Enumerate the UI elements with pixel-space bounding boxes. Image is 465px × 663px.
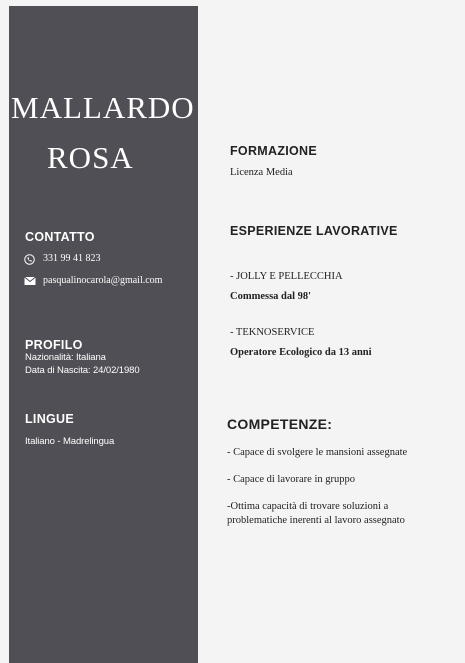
job1-role: Commessa dal 98' <box>230 291 312 302</box>
contact-phone: 331 99 41 823 <box>43 253 101 264</box>
job2-role: Operatore Ecologico da 13 anni <box>230 347 372 358</box>
profilo-birth-date: Data di Nascita: 24/02/1980 <box>25 365 140 376</box>
job2-company: - TEKNOSERVICE <box>230 327 315 338</box>
envelope-icon <box>24 276 36 286</box>
competenze-heading: COMPETENZE: <box>227 416 333 432</box>
name-first-line: MALLARDO <box>11 90 195 125</box>
contatto-heading: CONTATTO <box>25 230 95 244</box>
job1-company: - JOLLY E PELLECCHIA <box>230 271 343 282</box>
lingue-text: Italiano - Madrelingua <box>25 436 115 447</box>
lingue-heading: LINGUE <box>25 412 75 426</box>
formazione-text: Licenza Media <box>230 167 293 178</box>
name-second-line: ROSA <box>47 140 134 175</box>
profilo-heading: PROFILO <box>25 338 83 352</box>
formazione-heading: FORMAZIONE <box>230 144 318 158</box>
competenza-item-2: - Capace di lavorare in gruppo <box>227 474 355 485</box>
competenza-item-1: - Capace di svolgere le mansioni assegnate <box>227 447 408 458</box>
competenza-item-3-line2: problematiche inerenti al lavoro assegnato <box>227 515 405 526</box>
competenza-item-3-line1: -Ottima capacità di trovare soluzioni a <box>227 501 389 512</box>
profilo-nationality: Nazionalità: Italiana <box>25 352 106 363</box>
phone-icon <box>24 254 35 265</box>
contact-email[interactable]: pasqualinocarola@gmail.com <box>43 275 163 286</box>
sidebar <box>9 6 198 663</box>
esperienze-heading: ESPERIENZE LAVORATIVE <box>230 224 398 238</box>
